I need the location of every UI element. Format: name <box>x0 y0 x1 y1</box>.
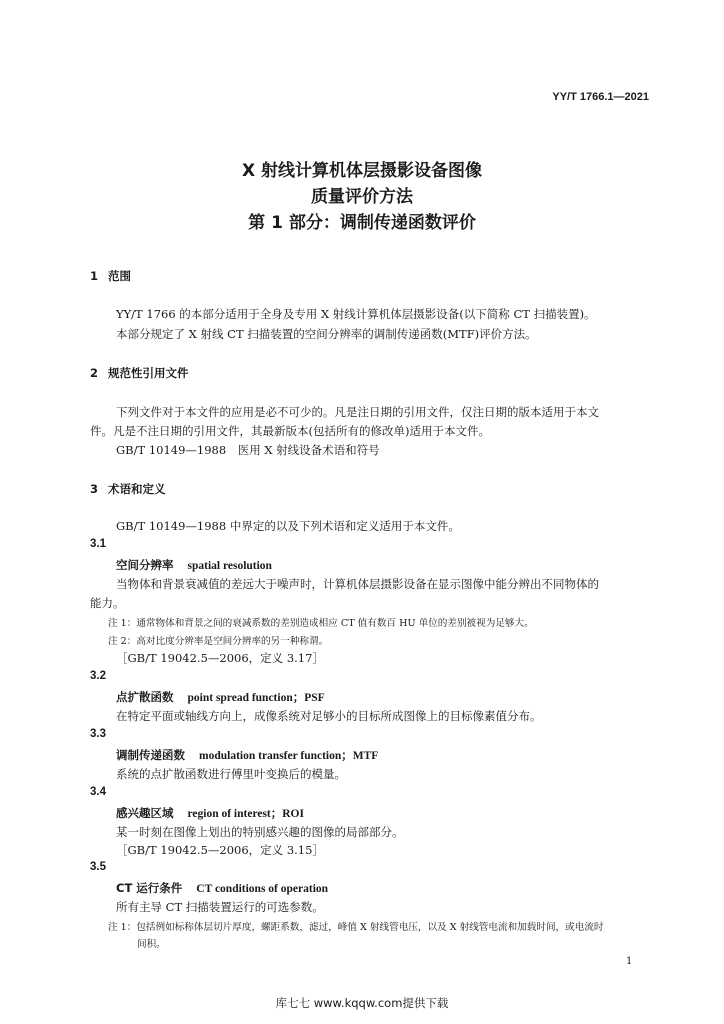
section-title: 范围 <box>108 269 131 283</box>
term-source: ［GB/T 19042.5—2006，定义 3.15］ <box>116 843 324 857</box>
term-number: 3.2 <box>90 670 106 682</box>
page-number: 1 <box>626 956 633 967</box>
term-heading <box>116 880 328 896</box>
term-source: ［GB/T 19042.5—2006，定义 3.17］ <box>116 651 324 665</box>
paragraph: 下列文件对于本文件的应用是必不可少的。凡是注日期的引用文件，仅注日期的版本适用于本文 <box>116 405 599 419</box>
paragraph: 本部分规定了 X 射线 CT 扫描装置的空间分辨率的调制传递函数(MTF)评价方法。 <box>116 327 537 341</box>
term-definition-continued: 能力。 <box>90 596 125 610</box>
term-chinese: 点扩散函数 <box>116 690 174 704</box>
term-english: CT conditions of operation <box>196 883 329 895</box>
paragraph: GB/T 10149—1988 中界定的以及下列术语和定义适用于本文件。 <box>116 519 460 533</box>
paragraph-continued: 件。凡是不注日期的引用文件，其最新版本(包括所有的修改单)适用于本文件。 <box>90 424 490 438</box>
term-definition: 所有主导 CT 扫描装置运行的可选参数。 <box>116 900 324 914</box>
term-chinese: CT 运行条件 <box>116 881 183 895</box>
note: 注 1：通常物体和背景之间的衰减系数的差别造成相应 CT 值有数百 HU 单位的差别被视为足够大。 <box>108 618 534 629</box>
section-1-heading <box>90 268 131 284</box>
document-title-line1: X 射线计算机体层摄影设备图像 <box>241 161 483 181</box>
term-heading <box>116 689 325 705</box>
term-heading <box>116 557 272 573</box>
term-definition: 当物体和背景衰减值的差远大于噪声时，计算机体层摄影设备在显示图像中能分辨出不同物体的 <box>116 577 599 591</box>
term-english: point spread function；PSF <box>187 692 325 704</box>
section-number: 1 <box>90 269 99 283</box>
standard-number: YY/T 1766.1—2021 <box>552 91 649 103</box>
section-2-heading <box>90 365 189 381</box>
note: 注 2：高对比度分辨率是空间分辨率的另一种称谓。 <box>108 636 329 647</box>
term-chinese: 空间分辨率 <box>116 558 174 572</box>
term-chinese: 调制传递函数 <box>116 748 185 762</box>
note-continued: 间积。 <box>137 939 166 950</box>
term-definition: 在特定平面或轴线方向上，成像系统对足够小的目标所成图像上的目标像素值分布。 <box>116 709 542 723</box>
section-3-heading <box>90 481 166 497</box>
term-number: 3.3 <box>90 728 106 740</box>
term-number: 3.4 <box>90 786 106 798</box>
document-title-line3: 第 1 部分：调制传递函数评价 <box>248 213 476 233</box>
footer-watermark: 库七七 www.kqqw.com提供下载 <box>275 996 449 1010</box>
term-heading <box>116 747 378 763</box>
term-english: spatial resolution <box>187 560 272 572</box>
term-chinese: 感兴趣区域 <box>116 806 174 820</box>
term-number: 3.5 <box>90 861 106 873</box>
term-definition: 系统的点扩散函数进行傅里叶变换后的模量。 <box>116 767 346 781</box>
section-title: 术语和定义 <box>108 482 166 496</box>
note: 注 1：包括例如标称体层切片厚度，螺距系数，滤过，峰值 X 射线管电压，以及 X 射线管电流和加载时间，或电流时 <box>108 922 604 933</box>
section-number: 2 <box>90 366 99 380</box>
section-title: 规范性引用文件 <box>108 366 189 380</box>
document-title-line2: 质量评价方法 <box>311 187 413 207</box>
term-definition: 某一时刻在图像上划出的特别感兴趣的图像的局部部分。 <box>116 825 404 839</box>
paragraph: YY/T 1766 的本部分适用于全身及专用 X 射线计算机体层摄影设备(以下简称 CT 扫描装置)。 <box>116 307 596 321</box>
term-number: 3.1 <box>90 538 106 550</box>
term-english: region of interest；ROI <box>187 808 304 820</box>
section-number: 3 <box>90 482 99 496</box>
term-heading <box>116 805 304 821</box>
term-english: modulation transfer function；MTF <box>199 750 379 762</box>
normative-reference: GB/T 10149—1988 医用 X 射线设备术语和符号 <box>116 443 380 457</box>
